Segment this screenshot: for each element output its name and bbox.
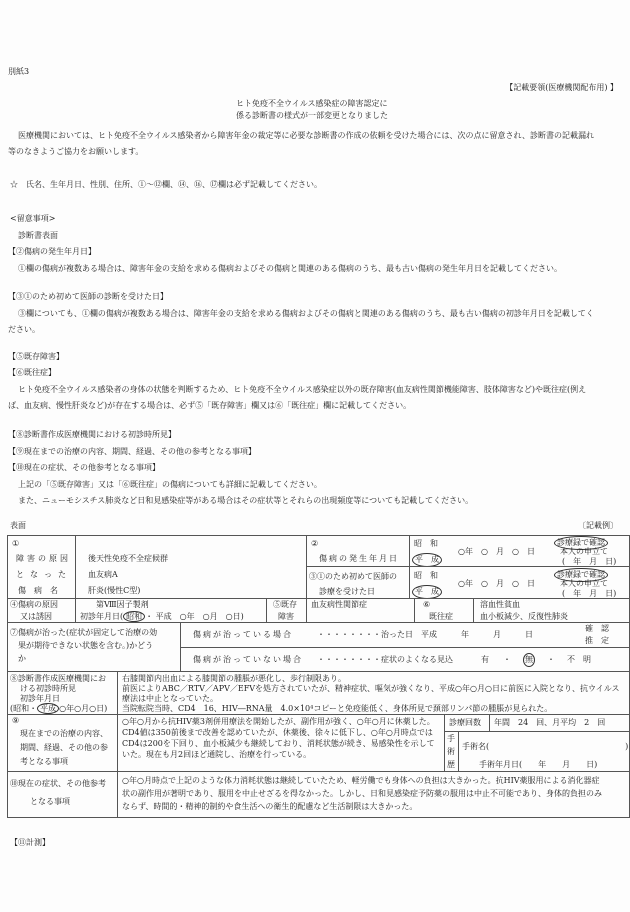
surgery-history-label-cell	[444, 731, 459, 772]
confirmed-by-records-circled: 診療録で確認	[554, 536, 608, 550]
finding-line: 右膝関節内出血による膝関節の腫脹が悪化し、歩行制限あり。	[122, 674, 346, 683]
field-6-label: 既往症	[429, 612, 453, 621]
field-3-label: ③①のため初めて医師の	[309, 572, 397, 581]
era-heisei-circled: 平成	[37, 703, 59, 714]
visits-value-cell[interactable]	[489, 714, 630, 732]
finding-line: 当院転院当時、CD4 16、HIV―RNA量 4.0×10⁴コピーと免疫能低く、身体所見で頚部リンパ節の腫脹が見られた。	[122, 704, 553, 713]
self-report-option: 本人の申立て	[560, 579, 608, 588]
field-8-label: ける初診時所見	[20, 684, 76, 693]
past-illness-value: 血小板減少、反復性肺炎	[480, 612, 568, 621]
field-9-label: 現在までの治療の内容、	[20, 729, 108, 738]
surgery-date: 手術年月日( 年 月 日)	[479, 760, 598, 769]
field-4-label: 又は誘因	[20, 612, 52, 621]
section-3-text-1: ③欄についても、①欄の傷病が複数ある場合は、障害年金の支給を求める傷病およびその傷病と関連のある傷病のうち、最も古い傷病の初診年月日を記載してく	[18, 309, 594, 318]
era-showa-circled: 昭和	[123, 611, 145, 622]
separator-dot: ・	[547, 655, 555, 664]
attachment-label: 別紙3	[8, 67, 30, 76]
treatment-line: CD4値は350前後まで改善を認めていたが、休薬後、徐々に低下し、○年○月時点では	[122, 728, 433, 737]
intro-line-1: 医療機関においては、ヒト免疫不全ウイルス感染者から障害年金の裁定等に必要な診断書の作成の依頼を受けた場合には、次の点に留意され、診断書の記載漏れ	[18, 131, 594, 140]
title-line-1: ヒト免疫不全ウイルス感染症の障害認定に	[236, 99, 388, 108]
section-10-text-2: また、ニューモシスチス肺炎など日和見感染症等がある場合はその症状等とそれらの出現頻度等についても記載してください。	[18, 496, 474, 505]
not-cured-label: 傷病が治っていない場合	[193, 655, 303, 664]
field-2-number: ②	[311, 539, 319, 548]
field-4-label-cell	[7, 598, 76, 623]
symptom-line: ならず、時間的・精神的制約や食生活への衛生的配慮など生活制限は大きかった。	[122, 802, 418, 811]
estimate-option: 推 定	[585, 636, 609, 645]
outlook-no-circled: 無	[523, 653, 535, 667]
field-4-label: ④傷病の原因	[10, 600, 58, 609]
self-report-date: ( 年 月 日)	[562, 557, 617, 566]
self-report-date: ( 年 月 日)	[562, 589, 617, 598]
field-3-label: 診療を受けた日	[319, 587, 375, 596]
confirm-option: 確 認	[585, 624, 609, 633]
field-7-label: か	[18, 654, 26, 663]
field-3-value-cell[interactable]	[409, 566, 630, 599]
field-5-label: ⑤既存	[273, 600, 297, 609]
section-8-heading: 【⑧診断書作成医療機関における初診時所見】	[8, 430, 176, 439]
field-9-label: 期間、経過、その他の参	[20, 743, 108, 752]
section-3-text-2: ださい。	[8, 325, 40, 334]
field-8-value-cell[interactable]	[117, 671, 630, 715]
field-1-value-cell[interactable]	[75, 535, 307, 599]
field-8-label: ⑧診断書作成医療機関にお	[10, 674, 106, 683]
section-3-heading: 【③①のため初めて医師の診断を受けた日】	[8, 292, 168, 301]
usage-note: 【記載要領(医療機関配布用) 】	[505, 83, 618, 92]
date-prefix: 初診年月日(	[80, 612, 124, 621]
cause-value: 第Ⅷ因子製剤	[96, 600, 149, 609]
visits-value: 年間 24 回、月平均 2 回	[494, 718, 606, 727]
era-heisei-circled: 平 成	[412, 585, 442, 599]
field-6-label: ⑥	[423, 600, 431, 609]
field-7-not-cured-row[interactable]	[180, 647, 630, 672]
era-heisei-circled: 平 成	[412, 553, 442, 567]
field-1-label: となった	[16, 570, 72, 579]
section-10-heading: 【⑩現在の症状、その他参考となる事項】	[8, 463, 160, 472]
field-2-label-cell	[306, 535, 410, 567]
treatment-line: CD4は200を下回り、血小板減少も継続しており、消耗状態が続き、易感染性を示して	[122, 739, 435, 748]
section-56-text-2: ば、血友病、慢性肝炎など)が存在する場合は、必ず⑤「既存障害」欄又は⑥「既往症」欄に記載してください。	[8, 401, 412, 410]
surgery-name: 手術名( )	[462, 742, 629, 751]
era-showa: 昭 和	[414, 571, 438, 580]
field-3-label-cell	[306, 566, 410, 599]
separator-dot: ・	[503, 655, 511, 664]
field-8-label-cell	[7, 671, 118, 715]
outlook-yes: 有	[481, 655, 489, 664]
symptom-line: ○年○月時点で上記のような体力消耗状態は継続していたため、軽労働でも身体への負担は大きかった。抗HIV薬服用による消化器症	[122, 776, 600, 785]
finding-line: 前医によりABC／RTV／APV／EFVを処方されていたが、精神症状、嘔気が強くなり、平成○年○月○日に前医に入院となり、抗ウイルス	[122, 684, 620, 693]
past-illness-value: 溶血性貧血	[480, 600, 520, 609]
cured-date: ・・・・・・・・治った日 平成 年 月 日	[317, 630, 533, 639]
surgery-label: 術	[447, 747, 455, 756]
section-9-heading: 【⑨現在までの治療の内容、期間、経過、その他の参考となる事項】	[8, 447, 256, 456]
era-showa: 昭 和	[414, 539, 438, 548]
improvement-outlook-label: ・・・・・・・・症状のよくなる見込	[317, 655, 453, 664]
treatment-line: ○年○月から抗HIV薬3剤併用療法を開始したが、副作用が強く、○年○月に休薬した。	[122, 717, 435, 726]
title-line-2: 係る診断書の様式が一部変更となりました	[236, 111, 388, 120]
field-10-label-cell	[7, 771, 118, 818]
section-10-text-1: 上記の「⑤既存障害」又は「⑥既往症」の傷病についても詳細に記載してください。	[18, 480, 322, 489]
section-6-heading: 【⑥既往症】	[8, 368, 56, 377]
field-9-number: ⑨	[12, 716, 20, 725]
surgery-label: 手	[447, 734, 455, 743]
section-5-heading: 【⑤既存障害】	[8, 352, 64, 361]
visits-label-cell	[444, 714, 490, 732]
section-2-heading: 【②傷病の発生年月日】	[8, 247, 96, 256]
intro-line-2: 等のなきようご協力をお願いします。	[8, 147, 144, 156]
surgery-label: 歴	[447, 760, 455, 769]
field-4-value-cell[interactable]	[75, 598, 267, 623]
diagnosis-form-table	[7, 535, 630, 819]
field-10-value-cell[interactable]	[117, 771, 630, 818]
field-5-value-cell[interactable]	[306, 598, 415, 623]
disease-name: 後天性免疫不全症候群	[88, 554, 168, 563]
symptom-line: 状の副作用が著明であり、服用を中止せざるを得なかった。しかし、日和見感染症予防薬の服用は中止不可能であり、身体的負担のみ	[122, 789, 602, 798]
example-label: 〔記載例〕	[578, 521, 618, 530]
field-7-label: ⑦傷病が治った(症状が固定して治療の効	[10, 628, 158, 637]
form-label: 表面	[10, 521, 26, 530]
required-fields-note: ☆ 氏名、生年月日、性別、住所、①～⑫欄、⑭、⑯、⑰欄は必ず記載してください。	[10, 180, 322, 189]
field-10-label: となる事項	[30, 797, 70, 806]
field-2-value-cell[interactable]	[409, 535, 630, 567]
notes-sub: 診断書表面	[18, 231, 58, 240]
date-prefix: (昭和・	[10, 704, 38, 713]
first-visit-date: ○年 ○ 月 ○ 日	[458, 579, 535, 588]
disease-name: 血友病A	[88, 570, 118, 579]
field-2-label: 傷病の発生年月日	[319, 554, 399, 563]
field-7-label: 果が期待できない状態を含む。)かどう	[18, 641, 154, 650]
field-8-label: 初診年月日	[20, 694, 60, 703]
disease-name: 肝炎(慢性C型)	[88, 586, 141, 595]
field-9-label: 考となる事項	[20, 757, 68, 766]
field-1-label: 傷 病 名	[18, 586, 58, 595]
section-2-text: ①欄の傷病が複数ある場合は、障害年金の支給を求める傷病およびその傷病と関連のある傷病のうち、最も古い傷病の発生年月日を記載してください。	[18, 264, 562, 273]
finding-line: 療法は中止となっていた。	[122, 694, 218, 703]
cured-label: 傷病が治っている場合	[193, 630, 293, 639]
field-7-cured-row[interactable]	[180, 622, 630, 648]
field-6-label-cell	[414, 598, 474, 623]
surgery-history-cell[interactable]	[458, 731, 630, 772]
date-rest: ○年○月○日)	[59, 704, 108, 713]
existing-disability-value: 血友病性関節症	[311, 600, 367, 609]
section-11-heading: 【⑪計測】	[10, 838, 50, 847]
field-9-label-cell	[7, 714, 118, 772]
onset-date: ○年 ○ 月 ○ 日	[458, 547, 535, 556]
notes-heading: <留意事項>	[10, 214, 56, 223]
confirmed-by-records-circled: 診療録で確認	[554, 568, 608, 582]
visits-label: 診療回数	[449, 718, 481, 727]
field-1-label: 障害の原因	[16, 554, 71, 563]
field-1-label-cell	[7, 535, 76, 599]
field-1-number: ①	[12, 539, 20, 548]
field-9-value-cell[interactable]	[117, 714, 445, 772]
self-report-option: 本人の申立て	[560, 547, 608, 556]
field-10-label: ⑩現在の症状、その他参考	[10, 779, 106, 788]
treatment-line: いた。現在も月2回ほど通院し、治療を行っている。	[122, 750, 312, 759]
field-6-value-cell[interactable]	[473, 598, 630, 623]
outlook-unknown: 不 明	[567, 655, 591, 664]
date-rest: ・ 平成 ○年 ○月 ○日)	[145, 612, 244, 621]
field-5-label: 障害	[278, 612, 294, 621]
field-7-label-cell	[7, 622, 181, 672]
field-5-label-cell	[266, 598, 307, 623]
section-56-text-1: ヒト免疫不全ウイルス感染者の身体の状態を判断するため、ヒト免疫不全ウイルス感染症以外の既存障害(血友病性関節機能障害、肢体障害など)や既往症(例え	[18, 385, 587, 394]
